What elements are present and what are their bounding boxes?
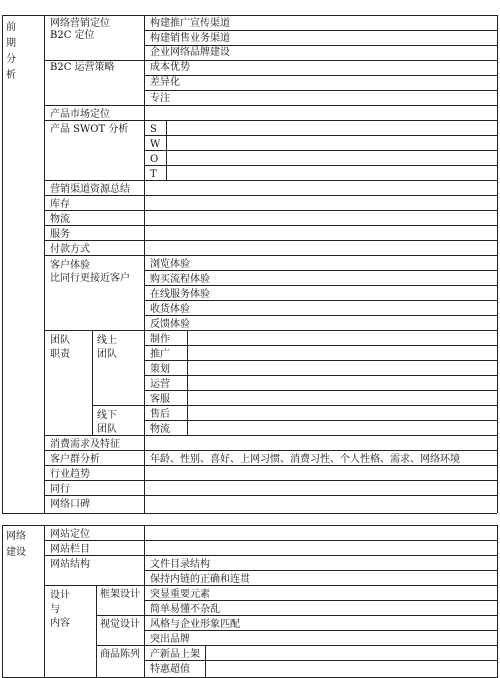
cx-online-service: 在线服务体验 <box>150 289 210 300</box>
row-diff: 差异化 <box>150 77 180 88</box>
section-label-pre-analysis: 前 期 分 析 <box>6 22 16 81</box>
row-brand: 企业网络品牌建设 <box>150 47 230 58</box>
row-site-structure: 网站结构 <box>50 559 90 570</box>
row-swot: 产品 SWOT 分析 <box>50 124 129 135</box>
online-team-label: 线上 团队 <box>97 335 117 360</box>
swot-o: O <box>150 154 159 165</box>
frame-design-label: 框架设计 <box>100 589 140 600</box>
online-cs: 客服 <box>150 394 170 405</box>
row-team: 团队 职责 <box>50 335 70 360</box>
online-promote: 推广 <box>150 349 170 360</box>
online-make: 制作 <box>150 334 170 345</box>
offline-team-label: 线下 团队 <box>97 410 117 435</box>
row-trend: 行业趋势 <box>50 469 90 480</box>
row-focus: 专注 <box>150 93 170 104</box>
cx-receive: 收货体验 <box>150 304 190 315</box>
swot-s: S <box>150 124 157 135</box>
row-service: 服务 <box>50 229 70 240</box>
display-new: 产新品上架 <box>150 649 200 660</box>
visual-design-label: 视觉设计 <box>100 619 140 630</box>
row-site-positioning: 网站定位 <box>50 529 90 540</box>
row-design-content: 设计 与 内容 <box>50 590 70 629</box>
frame-simple: 简单易懂不杂乱 <box>150 604 220 615</box>
site-link-keep: 保持内链的正确和连贯 <box>150 574 250 585</box>
section-label-network-build: 网络 建设 <box>6 531 26 558</box>
frame-highlight: 突显重要元素 <box>150 589 210 600</box>
swot-t: T <box>150 169 157 180</box>
online-operate: 运营 <box>150 379 170 390</box>
row-peer: 同行 <box>50 484 70 495</box>
row-positioning: 产品市场定位 <box>50 109 110 120</box>
row-site-columns: 网站栏目 <box>50 544 90 555</box>
offline-logistics: 物流 <box>150 424 170 435</box>
row-reputation: 网络口碑 <box>50 499 90 510</box>
row-payment: 付款方式 <box>50 244 90 255</box>
cx-purchase: 购买流程体验 <box>150 274 210 285</box>
swot-w: W <box>150 139 161 150</box>
visual-brand: 突出品牌 <box>150 634 190 645</box>
offline-after-sales: 售后 <box>150 409 170 420</box>
cx-browse: 浏览体验 <box>150 259 190 270</box>
row-customer-group: 客户群分析 <box>50 454 100 465</box>
row-build-channel: 构建推广宣传渠道 <box>150 18 230 29</box>
row-customer-experience: 客户体验 比同行更接近客户 <box>50 260 130 284</box>
site-file-dir: 文件目录结构 <box>150 559 210 570</box>
customer-group-detail: 年龄、性别、喜好、上网习惯、消费习性、个人性格、需求、网络环境 <box>150 454 460 465</box>
row-logistics: 物流 <box>50 214 70 225</box>
row-marketing-positioning: 网络营销定位 B2C 定位 <box>50 18 110 41</box>
display-discount: 特惠超值 <box>150 664 190 675</box>
row-demand: 消费需求及特征 <box>50 439 120 450</box>
row-channel-summary: 营销渠道资源总结 <box>50 184 130 195</box>
row-inventory: 库存 <box>50 199 70 210</box>
cx-feedback: 反馈体验 <box>150 319 190 330</box>
visual-style-match: 风格与企业形象匹配 <box>150 619 240 630</box>
product-display-label: 商品陈列 <box>100 649 140 660</box>
row-cost: 成本优势 <box>150 62 190 73</box>
online-plan: 策划 <box>150 364 170 375</box>
row-b2c-strategy: B2C 运营策略 <box>50 62 115 73</box>
row-build-sales: 构建销售业务渠道 <box>150 33 230 44</box>
